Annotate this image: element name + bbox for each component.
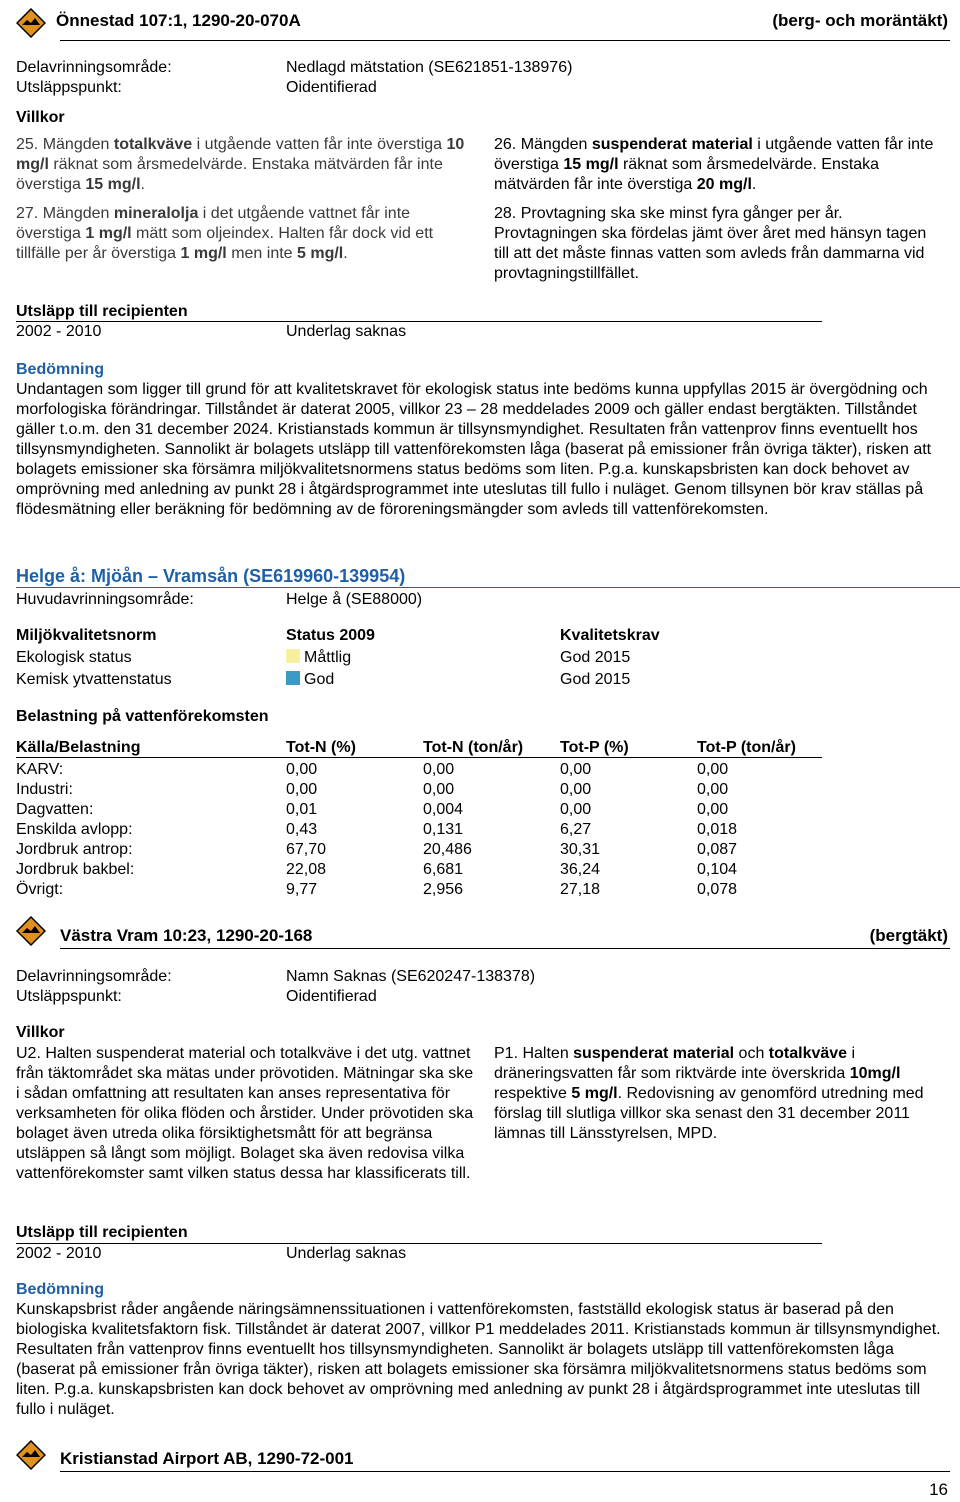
mkn-kemisk-status: God <box>286 670 334 690</box>
site-title: Västra Vram 10:23, 1290-20-168 <box>60 926 313 945</box>
table-cell: 0,43 <box>286 821 318 838</box>
status-swatch-icon <box>286 649 300 663</box>
table-cell: 36,24 <box>560 861 601 878</box>
delavr-value: Nedlagd mätstation (SE621851-138976) <box>286 59 573 76</box>
table-cell: Övrigt: <box>16 881 64 898</box>
mkn-ekologisk-name: Ekologisk status <box>16 649 132 666</box>
delavr-label: Delavrinningsområde: <box>16 59 172 76</box>
delavr-label: Delavrinningsområde: <box>16 968 172 985</box>
table-cell: 0,004 <box>423 801 464 818</box>
bedomning-heading: Bedömning <box>16 1281 104 1298</box>
site-title: Önnestad 107:1, 1290-20-070A <box>56 11 301 30</box>
table-header: Tot-P (ton/år) <box>697 739 796 756</box>
table-cell: 0,00 <box>697 801 729 818</box>
recip-period: 2002 - 2010 <box>16 323 102 340</box>
table-cell: 0,00 <box>560 801 592 818</box>
table-cell: 27,18 <box>560 881 601 898</box>
table-header: Tot-P (%) <box>560 739 629 756</box>
table-header: Källa/Belastning <box>16 739 141 756</box>
table-cell: 9,77 <box>286 881 318 898</box>
page-number: 16 <box>929 1480 948 1499</box>
table-cell: 0,104 <box>697 861 738 878</box>
bedomning-heading: Bedömning <box>16 361 104 378</box>
table-cell: 67,70 <box>286 841 327 858</box>
site-type: (berg- och moräntäkt) <box>772 11 948 30</box>
water-rule <box>16 587 960 588</box>
table-cell: 6,27 <box>560 821 592 838</box>
status-swatch-icon <box>286 671 300 685</box>
utslapp-value: Oidentifierad <box>286 79 377 96</box>
utslapp-label: Utsläppspunkt: <box>16 79 122 96</box>
huvud-label: Huvudavrinningsområde: <box>16 591 194 608</box>
recip-rule <box>16 1243 822 1244</box>
villkor-u2: U2. Halten suspenderat material och totalkväve i det utg. vattnet från täktområdet ska mätas under prövotiden. Mätningar ska ske i sådan omfattning att resultaten kan anses representativa för verksamheten för olika flöden och årstider. Under prövotiden ska bolaget även utreda olika försiktighetsmått för att begränsa utsläppen så långt som möjligt. Bolaget ska även redovisa vilka vattenförekomster samt vilken status dessa har klassificerats till. <box>16 1045 474 1182</box>
table-cell: 0,00 <box>286 781 318 798</box>
table-cell: Jordbruk bakbel: <box>16 861 135 878</box>
table-cell: 0,00 <box>560 761 592 778</box>
villkor-28: 28. Provtagning ska ske minst fyra gånger per år. Provtagningen ska fördelas jämt över året med hänsyn tagen till att det måste finnas vatten som avleds från dammarna vid provtagningstillfället. <box>494 205 927 282</box>
recip-period: 2002 - 2010 <box>16 1245 102 1262</box>
table-cell: 0,00 <box>423 761 455 778</box>
header-rule <box>60 1471 950 1472</box>
site-type: (bergtäkt) <box>869 926 948 945</box>
header-rule <box>60 40 950 41</box>
recip-rule <box>16 321 822 322</box>
villkor-26: 26. Mängden suspenderat material i utgående vatten får inte överstiga 15 mg/l räknat som årsmedelvärde. Enstaka mätvärden får inte överstiga 20 mg/l. <box>494 136 934 193</box>
table-cell: Dagvatten: <box>16 801 94 818</box>
table-cell: 0,078 <box>697 881 738 898</box>
recip-value: Underlag saknas <box>286 323 407 340</box>
site-title: Kristianstad Airport AB, 1290-72-001 <box>60 1449 354 1468</box>
site-logo-icon <box>16 916 46 946</box>
table-cell: 0,00 <box>560 781 592 798</box>
mkn-ekologisk-status: Måttlig <box>286 648 351 668</box>
table-cell: 20,486 <box>423 841 472 858</box>
belastning-heading: Belastning på vattenförekomsten <box>16 708 269 725</box>
table-cell: KARV: <box>16 761 64 778</box>
table-cell: 2,956 <box>423 881 464 898</box>
table-cell: 0,00 <box>697 781 729 798</box>
table-cell: 0,018 <box>697 821 738 838</box>
table-cell: Industri: <box>16 781 73 798</box>
table-header: Tot-N (ton/år) <box>423 739 524 756</box>
bedomning-text: Undantagen som ligger till grund för att kvalitetskravet för ekologisk status inte bedöms kunna uppfyllas 2015 är övergödning och morfologiska förändringar. Tillståndet är daterat 2005, villkor 23 – 28 meddelades 2009 och gäller endast bergtäkten. Tillståndet gäller t.o.m. den 31 december 2024. Kristianstads kommun är tillsynsmyndighet. Resultaten från vattenprov finns eventuellt hos tillsynsmyndigheten. Sannolikt är bolagets utsläpp till vattenförekomsten låga (baserat på emissioner från övriga täkter), risken att bolagets emissioner ska försämra miljökvalitetsnormens status bedöms som liten. P.g.a. kunskapsbristen kan dock behovet av omprövning med anledning av punkt 28 i åtgärdsprogrammet inte uteslutas till fullo i nuläget. Genom tillsynen bör krav ställas på flödesmätning eller beräkning för bedömning av de föroreningsmängder som avleds till vattenförekomsten. <box>16 381 932 518</box>
table-header-rule <box>16 757 822 758</box>
site-logo-icon <box>16 8 46 38</box>
utslapp-value: Oidentifierad <box>286 988 377 1005</box>
site-logo-icon <box>16 1440 46 1470</box>
villkor-27: 27. Mängden mineralolja i det utgående vattnet får inte överstiga 1 mg/l mätt som oljeindex. Halten får dock vid ett tillfälle per år överstiga 1 mg/l men inte 5 mg/l. <box>16 205 434 262</box>
villkor-25: 25. Mängden totalkväve i utgående vatten får inte överstiga 10 mg/l räknat som årsmedelvärde. Enstaka mätvärden får inte överstiga 15 mg/l. <box>16 136 465 193</box>
table-cell: 0,00 <box>697 761 729 778</box>
huvud-value: Helge å (SE88000) <box>286 591 423 608</box>
utslapp-label: Utsläppspunkt: <box>16 988 122 1005</box>
villkor-heading: Villkor <box>16 109 65 126</box>
delavr-value: Namn Saknas (SE620247-138378) <box>286 968 536 985</box>
table-cell: 0,00 <box>423 781 455 798</box>
recip-heading: Utsläpp till recipienten <box>16 1224 188 1241</box>
table-cell: 0,01 <box>286 801 318 818</box>
table-cell: 0,087 <box>697 841 738 858</box>
villkor-p1: P1. Halten suspenderat material och totalkväve i dräneringsvatten får som riktvärde inte överskrida 10mg/l respektive 5 mg/l. Redovisning av genomförd utredning med förslag till slutliga villkor ska senast den 31 december 2011 lämnas till Länsstyrelsen, MPD. <box>494 1045 924 1142</box>
table-header: Tot-N (%) <box>286 739 356 756</box>
bedomning-text: Kunskapsbrist råder angående näringsämnenssituationen i vattenförekomsten, fastställd ekologisk status är baserad på den biologiska kvalitetsfaktorn fisk. Tillståndet är daterat 2007, villkor P1 meddelades 2011. Kristianstads kommun är tillsynsmyndighet. Resultaten från vattenprov finns eventuellt hos tillsynsmyndigheten. Sannolikt är bolagets utsläpp till vattenförekomsten låga (baserat på emissioner från övriga täkter), risken att bolagets emissioner ska försämra miljökvalitetsnormens status bedöms som liten. P.g.a. kunskapsbristen kan dock behovet av omprövning med anledning av punkt 28 i åtgärdsprogrammet inte uteslutas till fullo i nuläget. <box>16 1301 941 1418</box>
mkn-header-norm: Miljökvalitetsnorm <box>16 627 157 644</box>
table-cell: 6,681 <box>423 861 464 878</box>
table-cell: Enskilda avlopp: <box>16 821 133 838</box>
water-title: Helge å: Mjöån – Vramsån (SE619960-139954) <box>16 566 406 586</box>
table-cell: 22,08 <box>286 861 327 878</box>
header-rule <box>60 948 950 949</box>
mkn-header-status: Status 2009 <box>286 627 375 644</box>
mkn-kemisk-name: Kemisk ytvattenstatus <box>16 671 172 688</box>
table-cell: 30,31 <box>560 841 601 858</box>
table-cell: 0,00 <box>286 761 318 778</box>
recip-heading: Utsläpp till recipienten <box>16 303 188 320</box>
mkn-kemisk-krav: God 2015 <box>560 671 631 688</box>
mkn-ekologisk-krav: God 2015 <box>560 649 631 666</box>
table-cell: Jordbruk antrop: <box>16 841 133 858</box>
recip-value: Underlag saknas <box>286 1245 407 1262</box>
villkor-heading: Villkor <box>16 1024 65 1041</box>
table-cell: 0,131 <box>423 821 464 838</box>
mkn-header-krav: Kvalitetskrav <box>560 627 660 644</box>
